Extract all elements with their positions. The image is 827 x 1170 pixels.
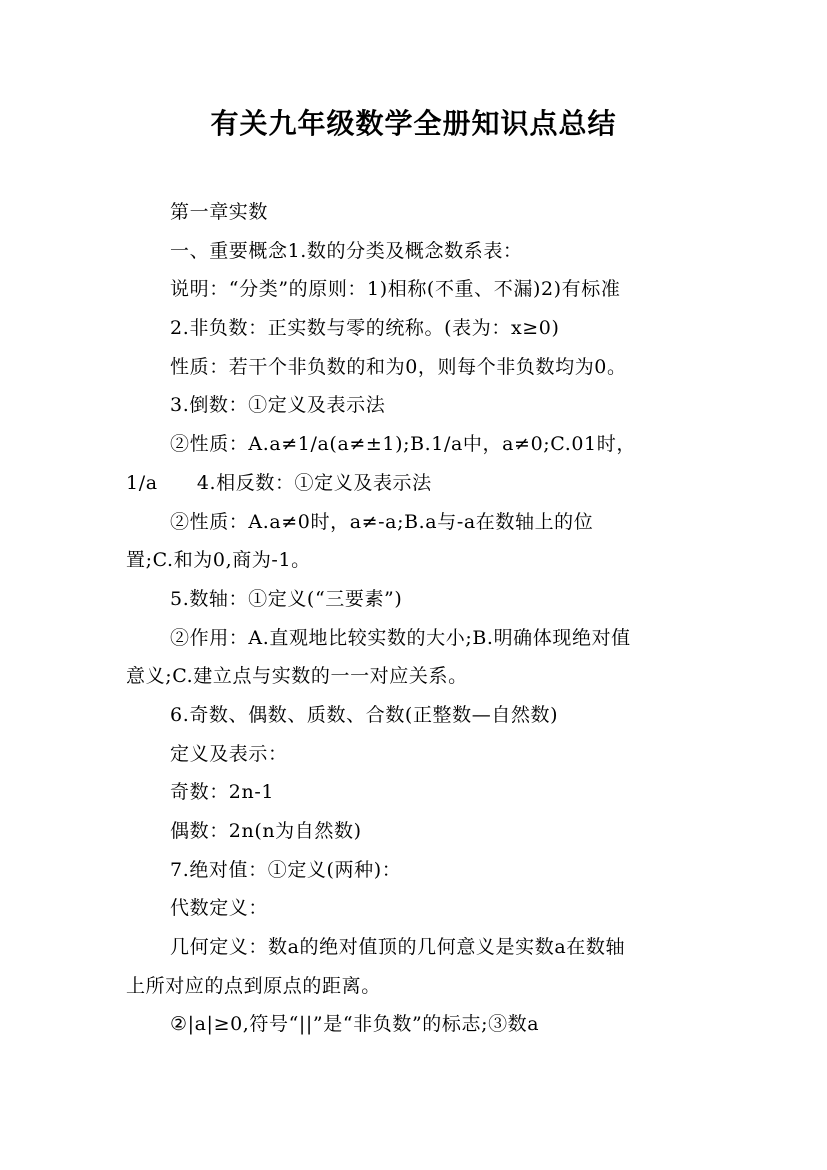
text-line: 几何定义：数a的绝对值顶的几何意义是实数a在数轴 <box>170 936 626 959</box>
text-line: 奇数：2n-1 <box>170 781 275 804</box>
text-line: 一、重要概念1.数的分类及概念数系表： <box>170 239 523 262</box>
text-line: 定义及表示： <box>170 742 288 765</box>
text-line: ②性质：A.a≠1/a(a≠±1);B.1/a中，a≠0;C.01时， <box>170 433 636 456</box>
text-line: 5.数轴：①定义(“三要素”) <box>170 587 403 610</box>
text-line: 3.倒数：①定义及表示法 <box>170 394 386 417</box>
text-line: 第一章实数 <box>170 201 269 223</box>
text-line: 2.非负数：正实数与零的统称。(表为：x≥0) <box>170 317 560 340</box>
text-line: 代数定义： <box>170 897 269 920</box>
text-line: 6.奇数、偶数、质数、合数(正整数—自然数) <box>170 703 559 726</box>
document-body <box>126 193 706 1044</box>
text-line: 意义;C.建立点与实数的一一对应关系。 <box>126 665 468 688</box>
text-line: 说明：“分类”的原则：1)相称(不重、不漏)2)有标准 <box>170 278 621 301</box>
text-line: 性质：若干个非负数的和为0，则每个非负数均为0。 <box>170 355 627 378</box>
text-line: 1/a 4.相反数：①定义及表示法 <box>126 471 432 494</box>
text-line: ②作用：A.直观地比较实数的大小;B.明确体现绝对值 <box>170 626 631 649</box>
text-line: 偶数：2n(n为自然数) <box>170 820 362 842</box>
text-line: 7.绝对值：①定义(两种)： <box>170 858 402 881</box>
text-line: ②|a|≥0,符号“||”是“非负数”的标志;③数a <box>170 1013 540 1036</box>
text-line: ②性质：A.a≠0时，a≠-a;B.a与-a在数轴上的位 <box>170 510 594 533</box>
text-line: 置;C.和为0,商为-1。 <box>126 549 311 572</box>
text-line: 上所对应的点到原点的距离。 <box>126 974 381 997</box>
document-title: 有关九年级数学全册知识点总结 <box>210 107 617 140</box>
